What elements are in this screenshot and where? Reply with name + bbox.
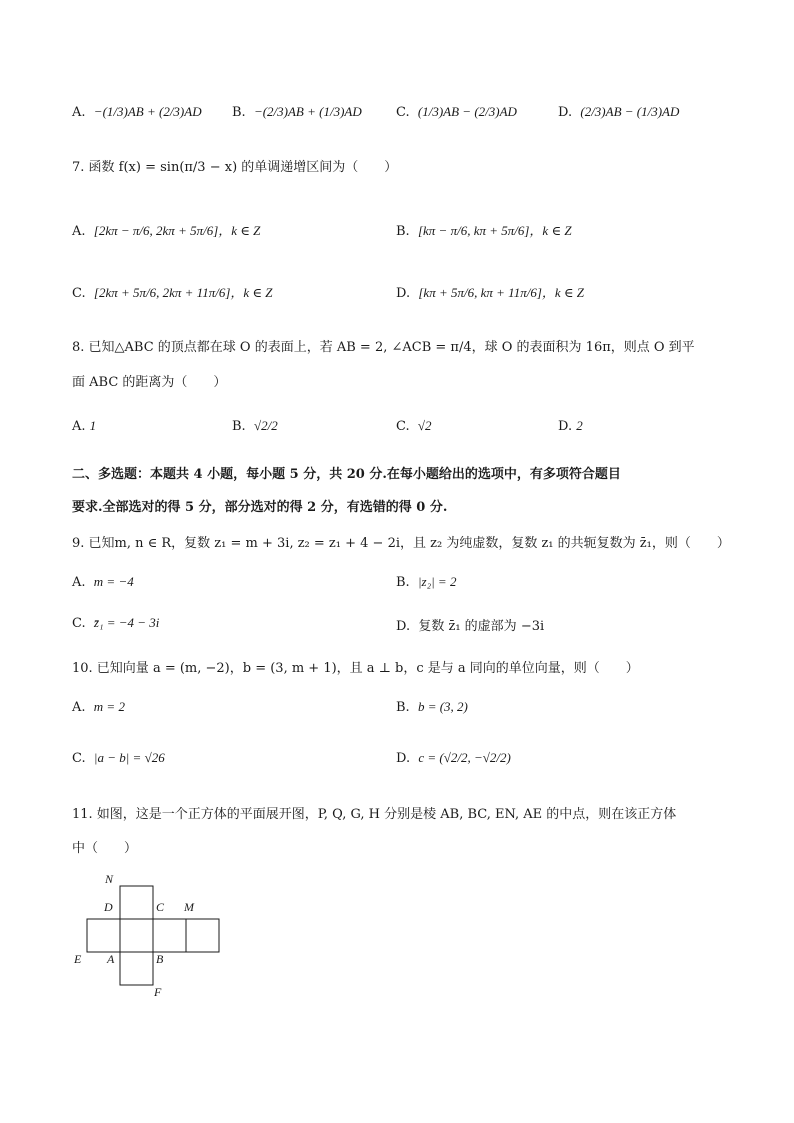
q11-stem-line1: 11. 如图，这是一个正方体的平面展开图，P, Q, G, H 分别是棱 AB, BC, EN, AE 的中点，则在该正方体 bbox=[72, 807, 677, 822]
label-d: D bbox=[104, 900, 113, 914]
label-c: C bbox=[156, 900, 165, 914]
q8-option-a[interactable]: A. 1 bbox=[72, 418, 97, 434]
q10-option-d[interactable]: D. c = (√2/2, −√2/2) bbox=[396, 750, 511, 766]
q6-option-d[interactable]: D. (2/3)AB − (1/3)AD bbox=[558, 104, 680, 120]
label-f: F bbox=[154, 985, 162, 999]
q10-option-a[interactable]: A. m = 2 bbox=[72, 699, 125, 715]
q8-stem-line2: 面 ABC 的距离为（ ） bbox=[72, 375, 227, 390]
q9-option-c[interactable]: C. z̄₁ = −4 − 3i bbox=[72, 615, 160, 631]
q9-option-d[interactable]: D. 复数 z̄₁ 的虚部为 −3i bbox=[396, 619, 545, 634]
q10-option-b[interactable]: B. b = (3, 2) bbox=[396, 699, 468, 715]
cube-net-figure bbox=[70, 870, 240, 1005]
q8-option-c[interactable]: C. √2 bbox=[396, 418, 432, 434]
q6-option-b[interactable]: B. −(2/3)AB + (1/3)AD bbox=[232, 104, 362, 120]
q8-stem-line1: 8. 已知△ABC 的顶点都在球 O 的表面上，若 AB = 2, ∠ACB = π/4，球 O 的表面积为 16π，则点 O 到平 bbox=[72, 340, 695, 355]
q9-option-a[interactable]: A. m = −4 bbox=[72, 574, 134, 590]
net-square-right2 bbox=[186, 919, 219, 952]
q6-option-c[interactable]: C. (1/3)AB − (2/3)AD bbox=[396, 104, 517, 120]
label-n: N bbox=[105, 872, 114, 886]
q9-option-b[interactable]: B. |z₂| = 2 bbox=[396, 574, 457, 590]
q11-stem-line2: 中（ ） bbox=[72, 841, 138, 856]
q7-stem: 7. 函数 f(x) = sin(π/3 − x) 的单调递增区间为（ ） bbox=[72, 160, 398, 175]
q10-stem: 10. 已知向量 a = (m, −2)，b = (3, m + 1)，且 a ⊥ b，c 是与 a 同向的单位向量，则（ ） bbox=[72, 661, 639, 676]
q10-option-c[interactable]: C. |a − b| = √26 bbox=[72, 750, 165, 766]
q7-option-d[interactable]: D. [kπ + 5π/6, kπ + 11π/6]，k ∈ Z bbox=[396, 285, 584, 301]
q6-option-a[interactable]: A. −(1/3)AB + (2/3)AD bbox=[72, 104, 202, 120]
label-b: B bbox=[156, 952, 164, 966]
q8-option-b[interactable]: B. √2/2 bbox=[232, 418, 278, 434]
net-square-left bbox=[87, 919, 120, 952]
q7-option-b[interactable]: B. [kπ − π/6, kπ + 5π/6]，k ∈ Z bbox=[396, 223, 572, 239]
label-e: E bbox=[74, 952, 82, 966]
q8-option-d[interactable]: D. 2 bbox=[558, 418, 583, 434]
label-m: M bbox=[184, 900, 194, 914]
q7-option-a[interactable]: A. [2kπ − π/6, 2kπ + 5π/6]，k ∈ Z bbox=[72, 223, 261, 239]
label-a: A bbox=[107, 952, 115, 966]
q7-option-c[interactable]: C. [2kπ + 5π/6, 2kπ + 11π/6]，k ∈ Z bbox=[72, 285, 273, 301]
section2-heading-line2: 要求.全部选对的得 5 分，部分选对的得 2 分，有选错的得 0 分. bbox=[72, 500, 448, 515]
net-square-center bbox=[120, 919, 153, 952]
section2-heading-line1: 二、多选题：本题共 4 小题，每小题 5 分，共 20 分.在每小题给出的选项中，有多项符合题目 bbox=[72, 467, 621, 482]
q9-stem: 9. 已知m, n ∈ R，复数 z₁ = m + 3i, z₂ = z₁ + 4 − 2i，且 z₂ 为纯虚数，复数 z₁ 的共轭复数为 z̄₁，则（ ） bbox=[72, 536, 730, 551]
net-square-right1 bbox=[153, 919, 186, 952]
net-square-top bbox=[120, 886, 153, 919]
net-square-bottom bbox=[120, 952, 153, 985]
